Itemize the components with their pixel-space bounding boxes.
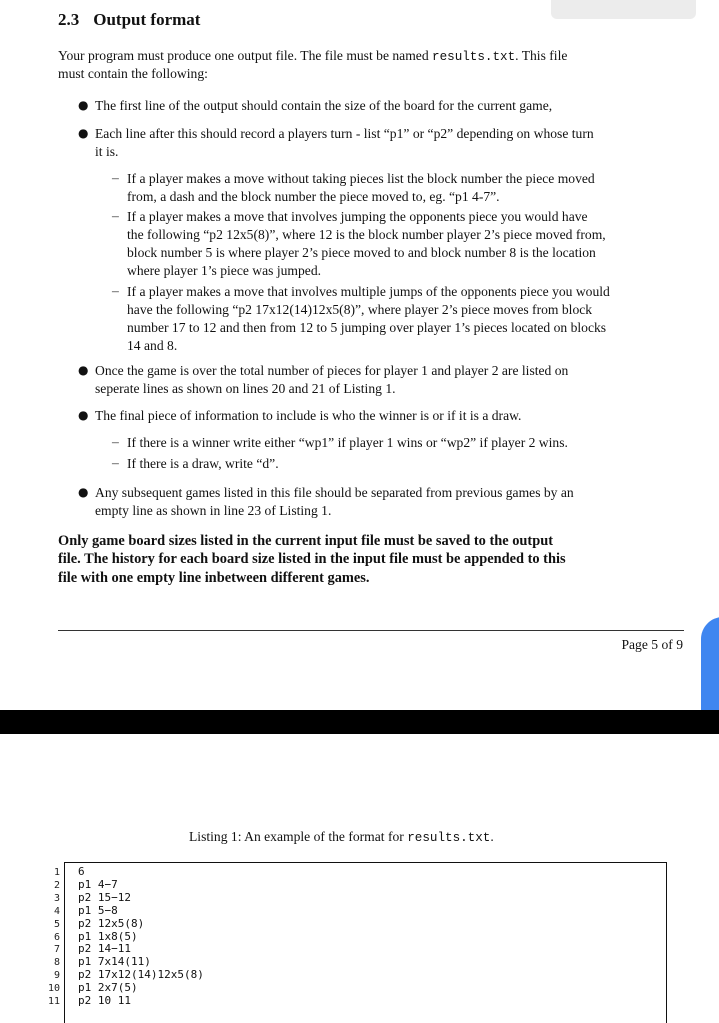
- code-line: p2 14−11: [78, 942, 131, 956]
- top-pill: [551, 0, 696, 19]
- code-line: p1 5−8: [78, 903, 118, 917]
- code-line: p1 7x14(11): [78, 955, 151, 969]
- code-line: p1 1x8(5): [78, 929, 138, 943]
- bullet-dot: ●: [78, 408, 89, 422]
- code-lines: [78, 866, 204, 1008]
- sub-1-line-1: If a player makes a move without taking pieces list the block number the piece moved: [127, 171, 595, 186]
- intro-filename: results.txt: [432, 50, 516, 64]
- line-number: 1: [53, 867, 60, 878]
- line-number: 5: [53, 918, 60, 930]
- bullet-5-line-1: Any subsequent games listed in this file should be separated from previous games by an: [95, 485, 574, 500]
- line-number: 3: [53, 892, 60, 904]
- code-line: p2 10 11: [78, 994, 131, 1008]
- sub-3-line-4: 14 and 8.: [127, 338, 178, 353]
- sub-2-line-2: the following “p2 12x5(8)”, where 12 is the block number player 2’s piece moved from,: [127, 227, 606, 242]
- bullet-2-line-1: Each line after this should record a players turn - list “p1” or “p2” depending on whose turn: [95, 126, 594, 141]
- line-number: 6: [53, 931, 60, 943]
- line-number: 10: [47, 983, 60, 995]
- listing-caption: [189, 829, 494, 845]
- page-number: Page 5 of 9: [621, 637, 683, 652]
- intro-text-a: Your program must produce one output file. The file must be named: [58, 48, 433, 63]
- sub-4-text: If there is a winner write either “wp1” if player 1 wins or “wp2” if player 2 wins.: [127, 435, 568, 450]
- sub-dash: –: [112, 434, 119, 449]
- code-line: p1 4−7: [78, 877, 118, 891]
- sub-3-line-1: If a player makes a move that involves multiple jumps of the opponents piece you would: [127, 284, 610, 299]
- caption-suffix: .: [490, 829, 494, 844]
- intro-line-1: [58, 47, 567, 67]
- code-line: p1 2x7(5): [78, 981, 138, 995]
- line-number: 8: [53, 957, 60, 969]
- bullet-3-line-1: Once the game is over the total number of pieces for player 1 and player 2 are listed on: [95, 363, 569, 378]
- code-line: 6: [78, 865, 85, 878]
- bullet-1-text: The first line of the output should contain the size of the board for the current game,: [95, 98, 553, 113]
- sub-2-line-3: block number 5 is where player 2’s piece moved to and block number 8 is the location: [127, 245, 596, 260]
- bullet-dot: ●: [78, 126, 89, 140]
- sub-1-line-2: from, a dash and the block number the piece moved to, eg. “p1 4-7”.: [127, 189, 500, 204]
- line-numbers: [40, 867, 60, 1009]
- bullet-dot: ●: [78, 485, 89, 499]
- sub-2-line-4: where player 1’s piece was jumped.: [127, 263, 322, 278]
- bold-notice-line-2: file. The history for each board size listed in the input file must be appended to this: [58, 551, 566, 568]
- code-line: p2 17x12(14)12x5(8): [78, 968, 204, 982]
- line-number: 11: [47, 996, 60, 1008]
- bullet-4-text: The final piece of information to include is who the winner is or if it is a draw.: [95, 408, 522, 423]
- code-line: p2 15−12: [78, 890, 131, 904]
- sub-dash: –: [112, 455, 119, 470]
- line-number: 9: [53, 970, 60, 982]
- line-number: 2: [53, 879, 60, 891]
- sub-dash: –: [112, 208, 119, 223]
- section-heading: [58, 10, 200, 30]
- sub-5-text: If there is a draw, write “d”.: [127, 456, 279, 471]
- bold-notice-line-1: Only game board sizes listed in the current input file must be saved to the output: [58, 533, 554, 549]
- sub-dash: –: [112, 170, 119, 185]
- footer-rule: [58, 630, 684, 631]
- page-separator-bar: [0, 710, 719, 734]
- line-number: 4: [53, 905, 60, 917]
- bold-notice: [58, 532, 684, 587]
- code-line: p2 12x5(8): [78, 916, 145, 930]
- sub-3-line-2: have the following “p2 17x12(14)12x5(8)”, where player 2’s piece moves from block: [127, 302, 593, 317]
- intro-line-2: must contain the following:: [58, 66, 208, 81]
- section-title: Output format: [93, 10, 201, 29]
- caption-text: Listing 1: An example of the format for: [189, 829, 408, 844]
- line-number: 7: [53, 944, 60, 956]
- intro-text-b: . This file: [515, 48, 568, 63]
- bullet-2-line-2: it is.: [95, 144, 119, 159]
- bullet-5-line-2: empty line as shown in line 23 of Listing 1.: [95, 503, 332, 518]
- bullet-dot: ●: [78, 98, 89, 112]
- caption-filename: results.txt: [407, 831, 491, 845]
- bullet-3-line-2: seperate lines as shown on lines 20 and 21 of Listing 1.: [95, 381, 396, 396]
- section-number: 2.3: [58, 10, 80, 29]
- bold-notice-line-3: file with one empty line inbetween different games.: [58, 569, 370, 586]
- sub-2-line-1: If a player makes a move that involves jumping the opponents piece you would have: [127, 209, 588, 224]
- bullet-dot: ●: [78, 363, 89, 377]
- sub-dash: –: [112, 283, 119, 298]
- sub-3-line-3: number 17 to 12 and then from 12 to 5 jumping over player 1’s pieces located on blocks: [127, 320, 607, 335]
